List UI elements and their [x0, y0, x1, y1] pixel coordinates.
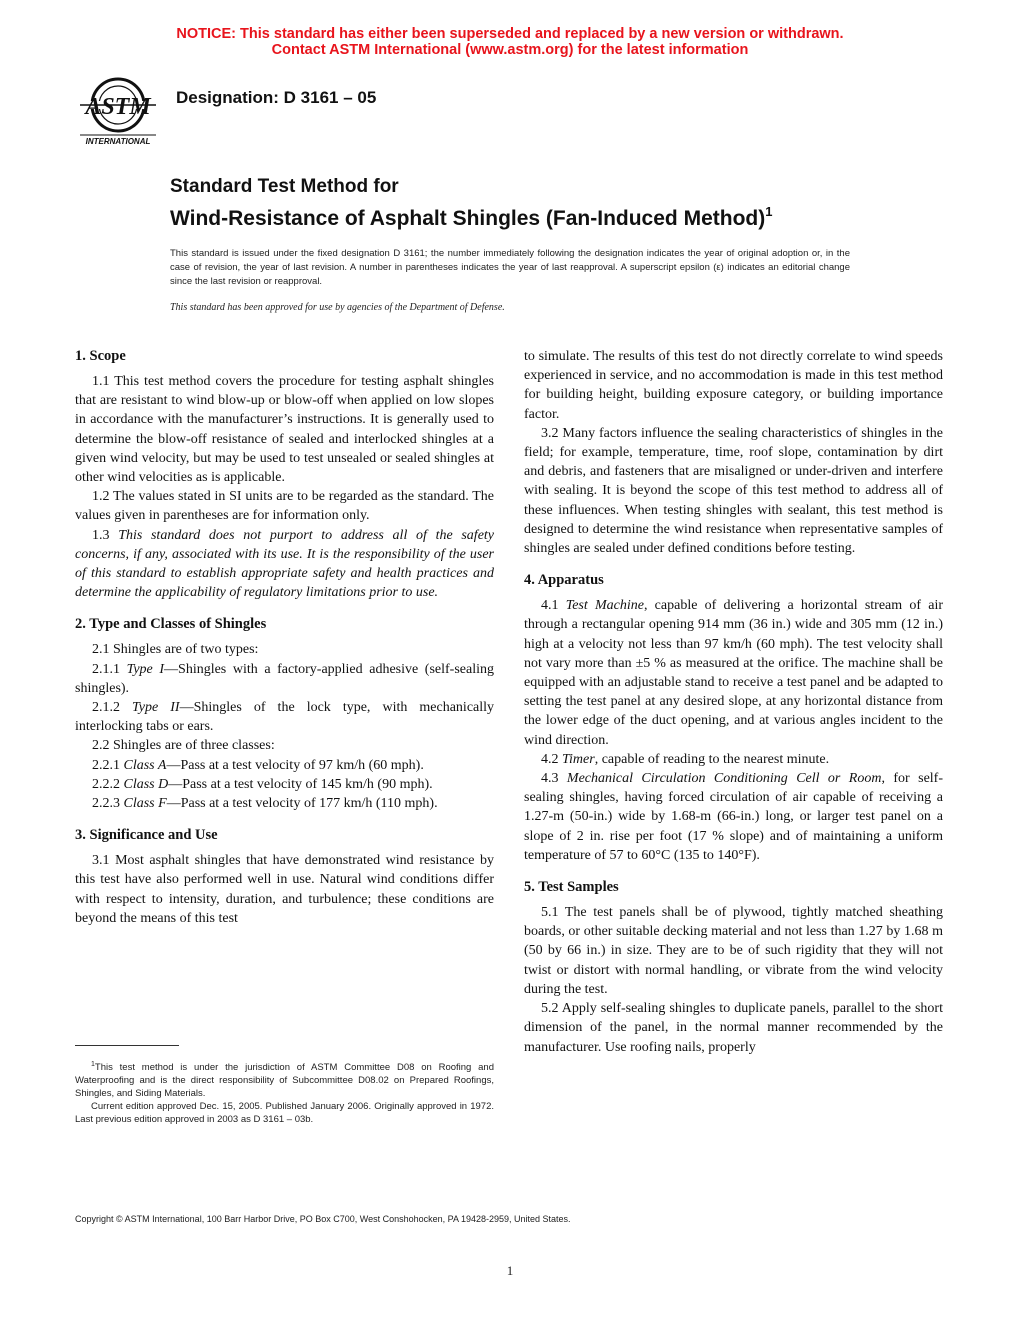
paragraph-1-2: 1.2 The values stated in SI units are to be regarded as the standard. The values given in parentheses are for information only. [75, 489, 494, 524]
paragraph-5-1: 5.1 The test panels shall be of plywood, tightly matched sheathing boards, or other suitable decking material and not less than 1.27 by 1.68 m (50 by 66 in.) in size. They are to be of such rigidity that they will not twist or distort with normal handling, or vibrate from the wind velocity during the test. [524, 905, 943, 997]
paragraph-2-2-2-number: 2.2.2 [92, 776, 124, 792]
paragraph-4-3-number: 4.3 [541, 771, 567, 787]
title-line-1: Standard Test Method for [170, 176, 399, 197]
section-heading-significance: 3. Significance and Use [75, 827, 218, 844]
paragraph-2-2-2-text: —Pass at a test velocity of 145 km/h (90 mph). [168, 776, 433, 792]
timer-term: Timer [562, 751, 595, 767]
title-footnote-mark: 1 [765, 204, 773, 219]
astm-logo [76, 74, 160, 148]
paragraph-4-2-text: , capable of reading to the nearest minute. [594, 751, 830, 767]
paragraph-4-2 [524, 750, 943, 769]
logo-caption: INTERNATIONAL [85, 137, 151, 146]
paragraph-1-3-number: 1.3 [92, 527, 119, 543]
issuance-statement: This standard is issued under the fixed designation D 3161; the number immediately following the designation indicates the year of original adoption or, in the case of revision, the year of last revision. A number in parentheses indicates the year of last reapproval. A superscript epsilon (ε) indicates an editorial change since the last revision or reapproval. [170, 248, 850, 287]
approval-statement: This standard has been approved for use by agencies of the Department of Defense. [170, 302, 505, 313]
paragraph-4-3-text: , for self-sealing shingles, having forced circulation of air capable of receiving a 1.27-m (50-in.) wide by 1.68-m (66-in.) long, or larger test panel on a slope of 2 in. rise per foot (17 % slope) and of maintaining a uniform temperature of 57 to 60°C (135 to 140°F). [524, 771, 944, 863]
paragraph-3-1-start: 3.1 Most asphalt shingles that have demonstrated wind resistance by this test have also performed well in use. Natural wind conditions differ with respect to intensity, duration, and turbulence; these conditions are beyond the means of this test [75, 853, 494, 926]
left-column [75, 347, 494, 928]
astm-logo-icon [76, 74, 160, 148]
paragraph-3-1-continued: to simulate. The results of this test do not directly correlate to wind speeds experienced in service, and no accommodation is made in this test method for building height, building exposure category, or building importance factor. [524, 349, 943, 422]
paragraph-4-1-number: 4.1 [541, 598, 566, 614]
paragraph-2-2-1 [75, 756, 494, 775]
notice-banner [0, 26, 1020, 58]
paragraph-1-1: 1.1 This test method covers the procedure for testing asphalt shingles that are resistant to wind blow-up or blow-off when applied on low slopes in accordance with the manufacturer’s instructions. It is generally used to determine the blow-off resistance of sealed and interlocked shingles at a given wind velocity, but may be used to test unsealed or sealed shingles at other wind velocities as is applicable. [75, 374, 494, 486]
paragraph-2-2-3-text: —Pass at a test velocity of 177 km/h (110 mph). [166, 796, 438, 812]
paragraph-4-3 [524, 769, 943, 865]
paragraph-2-2-2 [75, 775, 494, 794]
conditioning-cell-term: Mechanical Circulation Conditioning Cell or Room [566, 771, 882, 787]
paragraph-2-1: 2.1 Shingles are of two types: [92, 642, 259, 658]
class-d-term: Class D [123, 776, 169, 792]
paragraph-3-2: 3.2 Many factors influence the sealing characteristics of shingles in the field; for example, temperature, time, roof slope, contamination by dirt and debris, and fasteners that are misaligned or under-driven and interfere with sealing. It is beyond the scope of this test method to address all of these influences. When testing shingles with sealant, this test method is designed to determine the wind resistance when representative samples of shingles are sealed under defined conditions before testing. [524, 425, 943, 557]
paragraph-1-3 [75, 526, 494, 603]
paragraph-4-2-number: 4.2 [541, 751, 562, 767]
logo-letters: ASTM [85, 94, 151, 120]
class-a-term: Class A [123, 757, 167, 773]
type-i-term: Type I [126, 661, 165, 677]
paragraph-2-2-3 [75, 794, 494, 813]
paragraph-2-1-2 [75, 698, 494, 736]
paragraph-2-2: 2.2 Shingles are of three classes: [92, 738, 275, 754]
paragraph-4-1 [524, 596, 943, 750]
paragraph-2-2-3-number: 2.2.3 [92, 796, 124, 812]
paragraph-1-3-text: This standard does not purport to address all of the safety concerns, if any, associated with its use. It is the responsibility of the user of this standard to establish appropriate safety and health practices and determine the applicability of regulatory limitations prior to use. [75, 527, 495, 601]
paragraph-2-1-2-text: —Shingles of the lock type, with mechanically interlocking tabs or ears. [75, 700, 495, 735]
notice-line-2: Contact ASTM International (www.astm.org) for the latest information [271, 42, 749, 58]
title-text: Wind-Resistance of Asphalt Shingles (Fan-Induced Method) [170, 207, 766, 230]
notice-line-1: NOTICE: This standard has either been superseded and replaced by a new version or withdrawn. [176, 26, 844, 42]
right-column [524, 347, 943, 1057]
paragraph-4-1-text: , capable of delivering a horizontal stream of air through a rectangular opening 914 mm (36 in.) wide and 305 mm (12 in.) high at a velocity not less than 97 km/h (60 mph). The test velocity shall not vary more than ±5 % as measured at the orifice. The machine shall be equipped with an adjustable stand to receive a test panel and be adapted to setting the test panel at any desired slope, at any horizontal distance from the lower edge of the duct opening, and at various angles incident to the wind direction. [524, 598, 944, 748]
paragraph-2-1-2-number: 2.1.2 [92, 700, 133, 716]
copyright-notice: Copyright © ASTM International, 100 Barr Harbor Drive, PO Box C700, West Conshohocken, PA 19428-2959, United States. [75, 1214, 571, 1224]
footnote-paragraph-2: Current edition approved Dec. 15, 2005. Published January 2006. Originally approved in 1972. Last previous edition approved in 2003 as D 3161 – 03b. [75, 1101, 494, 1126]
footnote-divider [75, 1045, 179, 1046]
footnote-text-1: This test method is under the jurisdiction of ASTM Committee D08 on Roofing and Waterproofing and is the direct responsibility of Subcommittee D08.02 on Prepared Roofings, Shingles, and Siding Materials. [75, 1062, 494, 1100]
page-number: 1 [506, 1263, 514, 1278]
footnote [75, 1058, 494, 1126]
paragraph-2-1-1-text: —Shingles with a factory-applied adhesive (self-sealing shingles). [75, 661, 495, 696]
class-f-term: Class F [123, 796, 167, 812]
section-heading-scope: 1. Scope [75, 348, 126, 364]
paragraph-5-2: 5.2 Apply self-sealing shingles to duplicate panels, parallel to the short dimension of the panel, in the normal manner recommended by the manufacturer. Use roofing nails, properly [524, 1001, 943, 1055]
test-machine-term: Test Machine [565, 598, 644, 614]
footnote-paragraph-1 [75, 1058, 494, 1100]
section-heading-types: 2. Type and Classes of Shingles [75, 616, 267, 633]
footnote-mark: 1 [91, 1061, 95, 1068]
title-block [170, 175, 930, 232]
paragraph-2-2-1-text: —Pass at a test velocity of 97 km/h (60 mph). [166, 757, 424, 773]
section-heading-samples: 5. Test Samples [524, 879, 619, 896]
paragraph-2-1-1 [75, 660, 494, 698]
paragraph-2-2-1-number: 2.2.1 [92, 757, 124, 773]
paragraph-2-1-1-number: 2.1.1 [92, 661, 127, 677]
designation: Designation: D 3161 – 05 [176, 88, 377, 107]
title-line-2 [170, 199, 930, 232]
type-ii-term: Type II [132, 700, 180, 716]
section-heading-apparatus: 4. Apparatus [524, 572, 604, 589]
